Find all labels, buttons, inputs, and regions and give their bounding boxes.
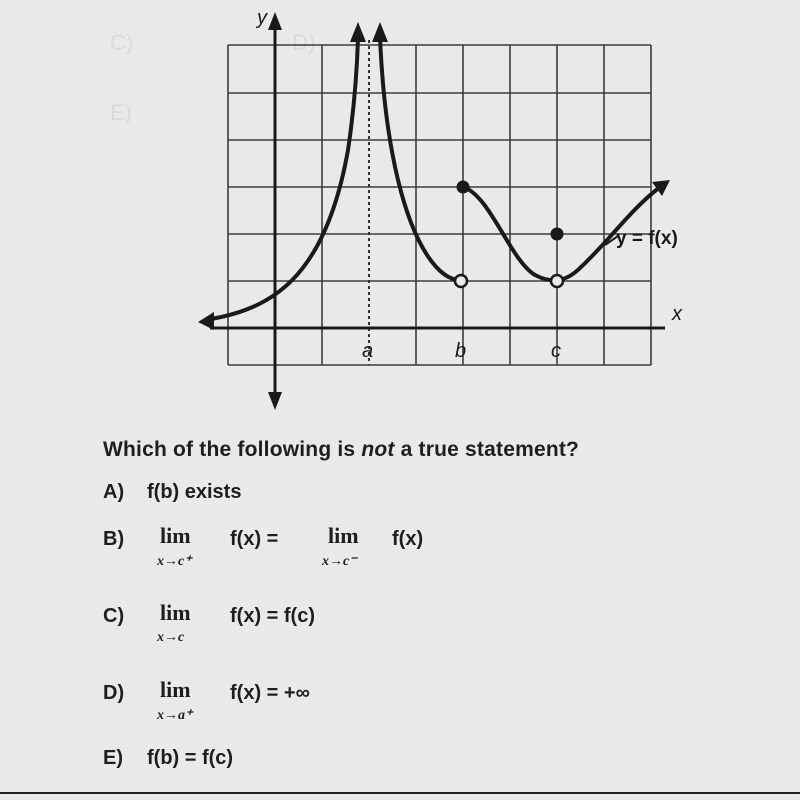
choice-c-tail: f(x) = f(c)	[230, 605, 315, 627]
bottom-rule	[0, 792, 800, 794]
choice-a-text: f(b) exists	[147, 481, 242, 503]
choice-b-label: B)	[103, 528, 125, 550]
choice-c-sub: x→c	[157, 630, 185, 645]
open-point-at-c	[551, 275, 563, 287]
curve-label: y = f(x)	[616, 228, 678, 249]
choice-a-label: A)	[103, 481, 125, 503]
grid	[228, 45, 651, 365]
choice-b	[103, 528, 147, 551]
arrow-left-end	[198, 312, 214, 330]
choice-d-tail: f(x) = +∞	[230, 682, 310, 704]
choice-b-mid: f(x) =	[230, 528, 279, 550]
x-axis-label: x	[672, 303, 682, 325]
choice-d	[103, 682, 147, 705]
choice-a	[103, 481, 241, 504]
choice-e-text: f(b) = f(c)	[147, 747, 234, 769]
curve-middle-branch	[380, 38, 460, 280]
choice-b-lim-1: lim	[160, 523, 191, 548]
arrow-middle-top	[372, 22, 388, 42]
choice-b-tail: f(x)	[392, 528, 424, 550]
arrow-left-top	[350, 22, 366, 42]
tick-label-c: c	[551, 340, 561, 362]
y-axis-up-arrow	[268, 12, 282, 30]
choice-d-sub: x→a⁺	[157, 708, 193, 723]
choice-e-label: E)	[103, 747, 123, 769]
question-text	[103, 438, 579, 462]
tick-label-b: b	[455, 340, 467, 362]
choice-c-lim: lim	[160, 600, 191, 625]
choice-e	[103, 747, 233, 770]
choice-c-label: C)	[103, 605, 125, 627]
choice-b-sub-1: x→c⁺	[157, 554, 192, 569]
y-axis-label: y	[257, 7, 267, 29]
choice-c	[103, 605, 147, 628]
filled-point-at-c	[551, 228, 564, 241]
choice-b-sub-2: x→c⁻	[322, 554, 357, 569]
choice-d-label: D)	[103, 682, 125, 704]
choice-d-lim: lim	[160, 677, 191, 702]
choice-b-lim-2: lim	[328, 523, 359, 548]
open-point-at-b	[455, 275, 467, 287]
bleed-through-text: C) D)	[110, 30, 316, 55]
question-suffix: a true statement?	[394, 438, 580, 461]
question-prefix: Which of the following is	[103, 438, 362, 461]
y-axis-down-arrow	[268, 392, 282, 410]
filled-point-at-b	[457, 181, 470, 194]
bleed-through-text: E)	[110, 100, 132, 125]
tick-label-a: a	[362, 340, 374, 362]
question-emphasis: not	[361, 438, 395, 461]
